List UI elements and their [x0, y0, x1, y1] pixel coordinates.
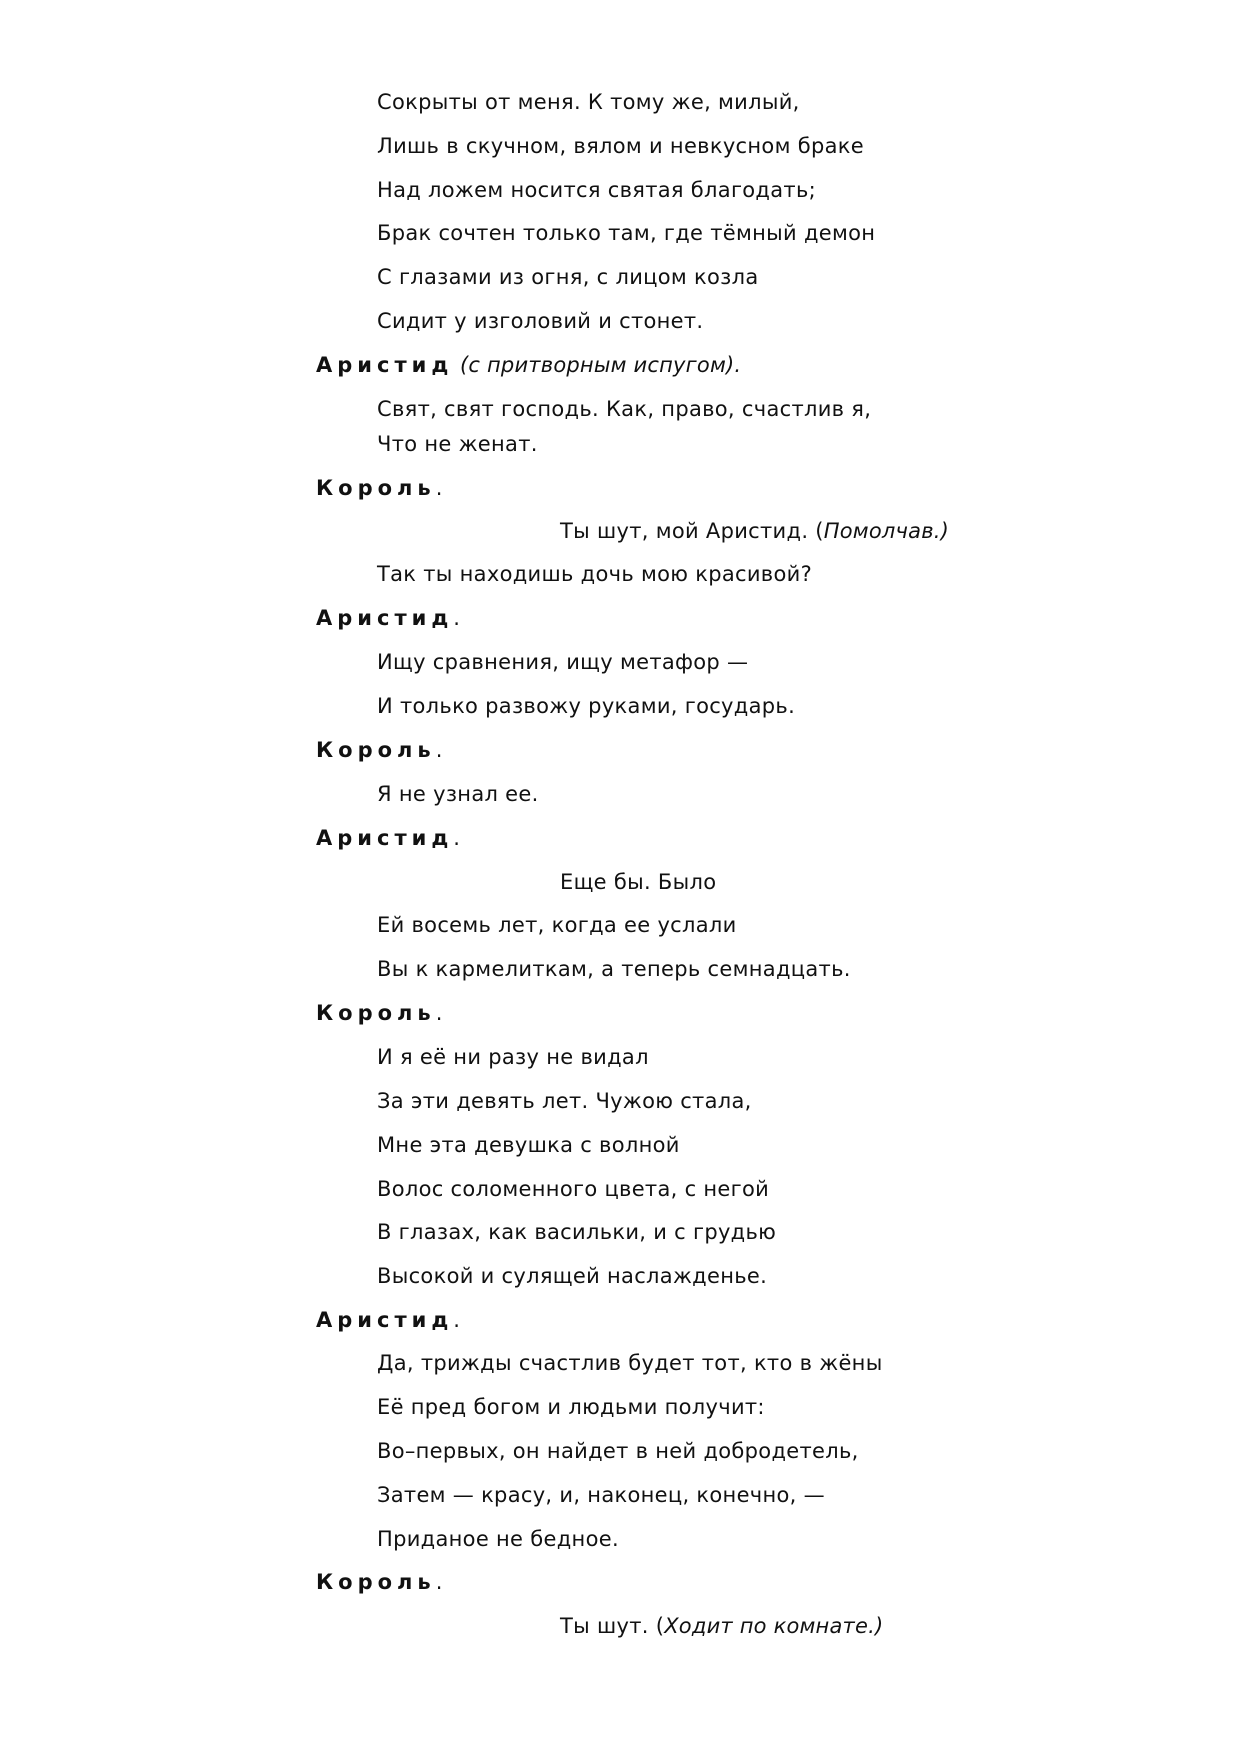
- verse-text: Сокрыты от меня. К тому же, милый,: [377, 90, 800, 114]
- verse-text: Я не узнал ее.: [377, 782, 539, 806]
- speaker-name: Король: [316, 738, 436, 762]
- speaker-name: Король: [316, 476, 436, 500]
- verse-line: [377, 1482, 825, 1508]
- verse-text: И только развожу руками, государь.: [377, 694, 796, 718]
- verse-line: [377, 561, 812, 587]
- verse-text: Высокой и сулящей наслажденье.: [377, 1264, 768, 1288]
- speaker-name: Аристид: [316, 1308, 454, 1332]
- verse-text: Волос соломенного цвета, с негой: [377, 1177, 770, 1201]
- speaker-line: [316, 1000, 442, 1026]
- speaker-punctuation: .: [453, 606, 460, 630]
- verse-text: Ты шут, мой Аристид. (: [560, 519, 824, 543]
- speaker-name: Аристид: [316, 826, 454, 850]
- verse-line: [377, 1438, 859, 1464]
- verse-text: Мне эта девушка с волной: [377, 1133, 680, 1157]
- verse-line: [377, 1219, 776, 1245]
- continued-verse-line: [560, 518, 949, 544]
- verse-text: Сидит у изголовий и стонет.: [377, 309, 704, 333]
- verse-line: [377, 89, 800, 115]
- speaker-punctuation: .: [435, 738, 443, 762]
- speaker-line: [316, 1307, 460, 1333]
- speaker-punctuation: .: [435, 476, 443, 500]
- verse-line: [377, 308, 703, 334]
- verse-line: [377, 1044, 649, 1070]
- verse-line: [377, 956, 851, 982]
- speaker-name: Аристид: [316, 606, 454, 630]
- verse-text: Её пред богом и людьми получит:: [377, 1395, 765, 1419]
- speaker-punctuation: .: [453, 1308, 460, 1332]
- verse-line: [377, 649, 748, 675]
- verse-line: [377, 396, 871, 422]
- verse-line: [377, 1526, 619, 1552]
- continued-verse-line: [560, 869, 716, 895]
- verse-line: [377, 177, 816, 203]
- verse-text: Над ложем носится святая благодать;: [377, 178, 817, 202]
- verse-text: Приданое не бедное.: [377, 1527, 619, 1551]
- continued-verse-line: [560, 1613, 883, 1639]
- speaker-punctuation: .: [435, 1001, 443, 1025]
- speaker-line: [316, 475, 442, 501]
- verse-line: [377, 912, 737, 938]
- speaker-line: [316, 737, 442, 763]
- verse-text: Вы к кармелиткам, а теперь семнадцать.: [377, 957, 851, 981]
- verse-text: В глазах, как васильки, и с грудью: [377, 1220, 777, 1244]
- verse-text: Свят, свят господь. Как, право, счастлив я,: [377, 397, 872, 421]
- verse-line: [377, 1263, 767, 1289]
- verse-line: [377, 693, 795, 719]
- verse-text: Да, трижды счастлив будет тот, кто в жёны: [377, 1351, 883, 1375]
- speaker-punctuation: .: [453, 826, 460, 850]
- verse-text: За эти девять лет. Чужою стала,: [377, 1089, 752, 1113]
- verse-line: [377, 1132, 680, 1158]
- stage-direction: Помолчав.): [823, 519, 950, 543]
- verse-text: Ты шут. (: [560, 1614, 665, 1638]
- verse-line: [377, 1350, 883, 1376]
- verse-text: Лишь в скучном, вялом и невкусном браке: [377, 134, 864, 158]
- verse-text: С глазами из огня, с лицом козла: [377, 265, 759, 289]
- verse-text: Ей восемь лет, когда ее услали: [377, 913, 737, 937]
- verse-line: [377, 1176, 769, 1202]
- verse-line: [377, 1394, 765, 1420]
- verse-text: Во–первых, он найдет в ней добродетель,: [377, 1439, 859, 1463]
- speaker-line: [316, 352, 741, 378]
- speaker-punctuation: .: [435, 1570, 443, 1594]
- verse-text: Брак сочтен только там, где тёмный демон: [377, 221, 876, 245]
- verse-line: [377, 264, 759, 290]
- verse-text: Ищу сравнения, ищу метафор —: [377, 650, 749, 674]
- verse-line: [377, 781, 539, 807]
- stage-direction: Ходит по комнате.): [664, 1614, 884, 1638]
- verse-text: Так ты находишь дочь мою красивой?: [377, 562, 813, 586]
- speaker-line: [316, 1569, 442, 1595]
- verse-text: И я её ни разу не видал: [377, 1045, 649, 1069]
- verse-text: Что не женат.: [377, 432, 538, 456]
- verse-text: Еще бы. Было: [560, 870, 717, 894]
- speaker-name: Король: [316, 1001, 436, 1025]
- verse-line: [377, 220, 875, 246]
- verse-line: [377, 133, 864, 159]
- verse-line: [377, 431, 538, 457]
- speaker-line: [316, 605, 460, 631]
- speaker-name: Аристид: [316, 353, 454, 377]
- speaker-name: Король: [316, 1570, 436, 1594]
- stage-direction: (с притворным испугом).: [459, 353, 742, 377]
- verse-line: [377, 1088, 752, 1114]
- speaker-line: [316, 825, 460, 851]
- verse-text: Затем — красу, и, наконец, конечно, —: [377, 1483, 825, 1507]
